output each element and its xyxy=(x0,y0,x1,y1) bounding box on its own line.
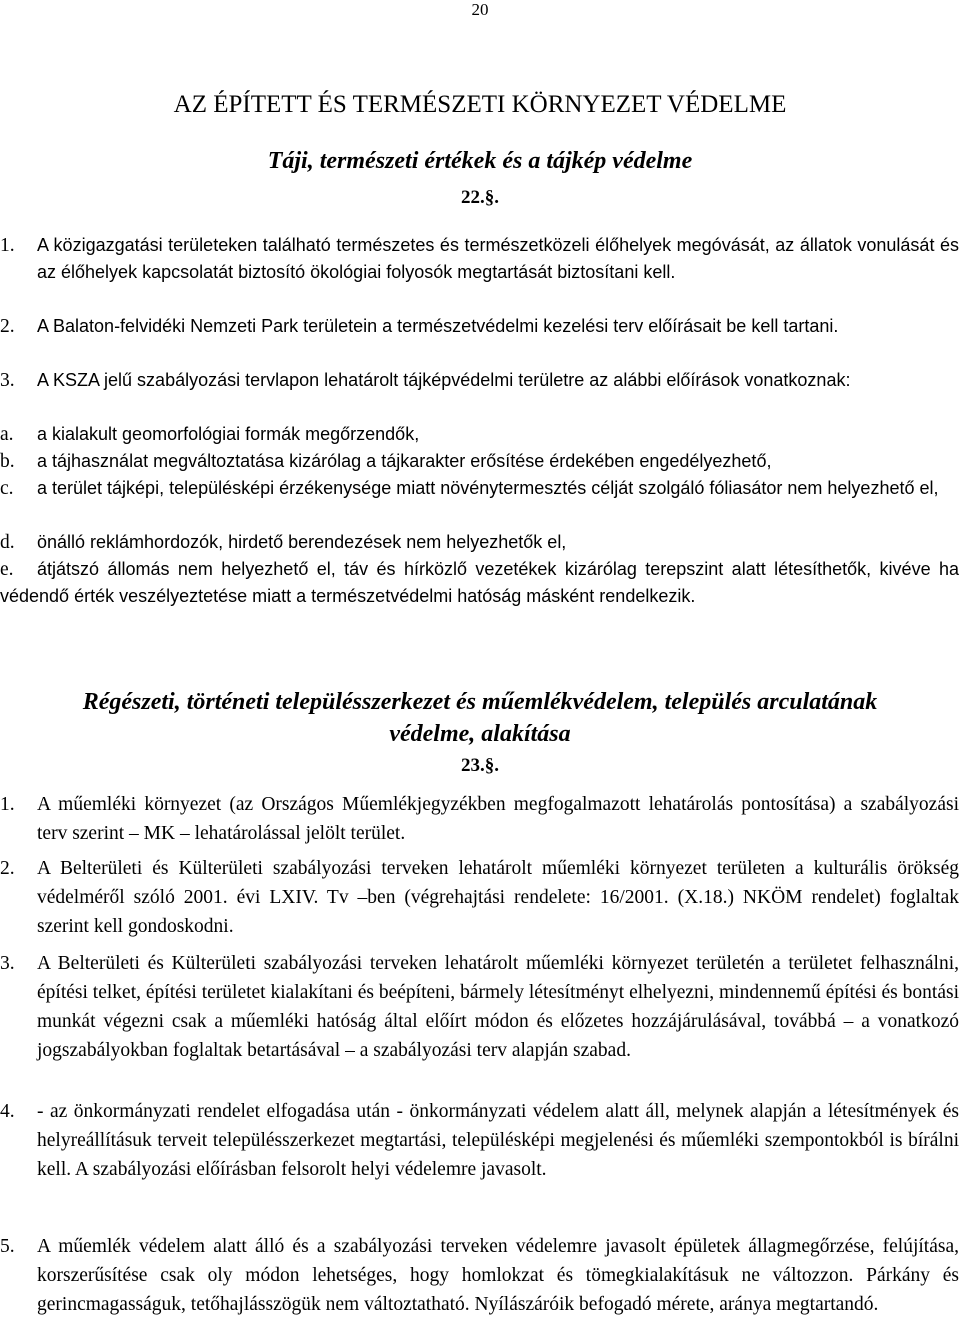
list-item xyxy=(0,854,959,941)
item-text: A közigazgatási területeken található természetes és természetközeli élőhelyek megóvását, az állatok vonulását és az élőhelyek kapcsolatát biztosító ökológiai folyosók megtartását biztosítani kell. xyxy=(37,235,959,282)
list-item xyxy=(0,1097,959,1184)
item-number: 5. xyxy=(0,1236,15,1257)
item-number: 3. xyxy=(0,953,15,974)
item-text: A műemlék védelem alatt álló és a szabályozási terveken védelemre javasolt épületek állagmegőrzése, felújítása, korszerűsítése csak oly módon lehetséges, hogy homlokzat és tömegkialakításuk ne változzon. Párkány és gerincmagasságuk, tetőhajlásszögük nem változtatható. Nyílászáróik befogadó mérete, aránya megtartandó. xyxy=(37,1236,959,1315)
item-text: A műemléki környezet (az Országos Műemlékjegyzékben megfogalmazott lehatárolás pontosítása) a szabályozási terv szerint – MK – lehatárolással jelölt terület. xyxy=(37,794,959,844)
item-text: önálló reklámhordozók, hirdető berendezések nem helyezhetők el, xyxy=(37,532,567,552)
item-text: átjátszó állomás nem helyezhető el, táv és hírközlő vezetékek kizárólag terepszint alatt létesíthetők, kivéve ha védendő érték veszélyeztetése miatt a természetvédelmi hatóság másként rendelkezik. xyxy=(0,559,959,606)
item-number: 3. xyxy=(0,370,15,391)
list-item xyxy=(0,313,959,340)
item-text: A Balaton-felvidéki Nemzeti Park területein a természetvédelmi kezelési terv előírásait be kell tartani. xyxy=(37,316,839,336)
list-item xyxy=(0,949,959,1065)
item-letter: c. xyxy=(0,478,14,499)
list-item xyxy=(0,790,959,848)
list-item xyxy=(0,232,959,286)
item-number: 4. xyxy=(0,1101,15,1122)
item-text: - az önkormányzati rendelet elfogadása után - önkormányzati védelem alatt áll, melynek alapján a létesítmények és helyreállításuk terveit településszerkezet megtartási, településképi megjelenési és műemléki szempontokból is bírálni kell. A szabályozási előírásban felsorolt helyi védelemre javasolt. xyxy=(37,1101,959,1180)
section-heading-heritage-line2: védelme, alakítása xyxy=(389,721,571,747)
list-item xyxy=(0,448,959,475)
item-letter: d. xyxy=(0,532,15,553)
item-letter: b. xyxy=(0,451,15,472)
item-number: 1. xyxy=(0,235,15,256)
list-item xyxy=(0,475,959,502)
item-number: 1. xyxy=(0,794,15,815)
item-text: A KSZA jelű szabályozási tervlapon lehatárolt tájképvédelmi területre az alábbi előírások vonatkoznak: xyxy=(37,370,851,390)
item-text: a kialakult geomorfológiai formák megőrzendők, xyxy=(37,424,420,444)
page-number: 20 xyxy=(471,0,489,19)
list-item xyxy=(0,529,959,556)
item-number: 2. xyxy=(0,316,15,337)
item-text: a terület tájképi, településképi érzékenysége miatt növénytermesztés célját szolgáló fóliasátor nem helyezhető el, xyxy=(37,478,939,498)
item-number: 2. xyxy=(0,858,15,879)
item-letter: a. xyxy=(0,424,14,445)
item-text: A Belterületi és Külterületi szabályozási terveken lehatárolt műemléki környezet területén a területet felhasználni, építési telket, építési területet kialakítani és beépíteni, bármely létesítményt elhelyezni, mindennemű építési és bontási munkát végezni csak a műemléki hatóság által előírt módon és előzetes hozzájárulásával, továbbá – a vonatkozó jogszabályokban foglaltak betartásával – a szabályozási terv alapján szabad. xyxy=(37,953,959,1061)
paragraph-mark-23: 23.§. xyxy=(461,755,499,776)
section-heading-heritage-line1: Régészeti, történeti településszerkezet és műemlékvédelem, település arculatának xyxy=(82,689,878,715)
item-letter: e. xyxy=(0,559,14,580)
paragraph-mark-22: 22.§. xyxy=(461,187,499,208)
item-text: A Belterületi és Külterületi szabályozási terveken lehatárolt műemléki környezet területen a kulturális örökség védelméről szóló 2001. évi LXIV. Tv –ben (végrehajtási rendelete: 16/2001. (X.18.) NKÖM rendelet) foglaltak szerint kell gondoskodni. xyxy=(37,858,959,937)
document-title: AZ ÉPÍTETT ÉS TERMÉSZETI KÖRNYEZET VÉDELME xyxy=(173,91,787,118)
list-item xyxy=(0,421,959,448)
list-item xyxy=(0,556,959,610)
list-item xyxy=(0,1232,959,1319)
item-text: a tájhasználat megváltoztatása kizárólag a tájkarakter erősítése érdekében engedélyezhető, xyxy=(37,451,772,471)
list-item xyxy=(0,367,959,394)
section-heading-landscape: Táji, természeti értékek és a tájkép védelme xyxy=(267,148,693,174)
